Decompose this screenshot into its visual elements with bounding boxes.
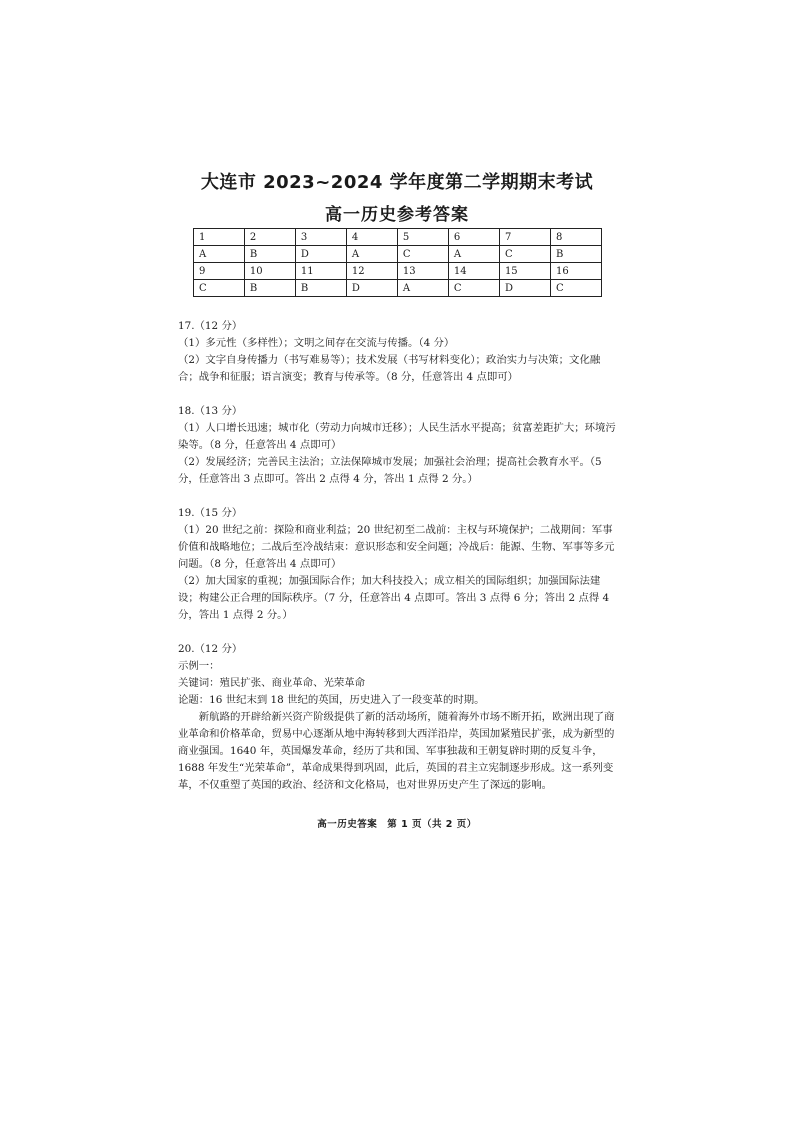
answer-table-cell: 10 bbox=[244, 263, 295, 280]
answer-table-cell: B bbox=[550, 246, 601, 263]
answer-table-cell: C bbox=[194, 280, 245, 297]
answer-table bbox=[193, 228, 602, 297]
answer-line: （1）多元性（多样性）；文明之间存在交流与传播。（4 分） bbox=[178, 337, 455, 349]
answer-table-cell: C bbox=[550, 280, 601, 297]
answer-table-cell: A bbox=[194, 246, 245, 263]
answer-table-cell: C bbox=[448, 280, 499, 297]
answer-table-row bbox=[194, 280, 602, 297]
section-heading: 19.（15 分） bbox=[178, 507, 243, 519]
section-heading: 20.（12 分） bbox=[178, 643, 243, 655]
answer-table-cell: 11 bbox=[295, 263, 346, 280]
answer-line: （2）加大国家的重视；加强国际合作；加大科技投入；成立相关的国际组织；加强国际法建设；构建公正合理的国际秩序。（7 分，任意答出 4 点即可。答出 3 点得 6 分；答出 2 点得 4 分，答出 1 点得 2 分。） bbox=[178, 575, 610, 621]
keywords-line: 关键词：殖民扩张、商业革命、光荣革命 bbox=[178, 677, 366, 689]
answer-table-cell: 9 bbox=[194, 263, 245, 280]
answer-table-cell: 6 bbox=[448, 229, 499, 246]
answer-table-row bbox=[194, 246, 602, 263]
answer-line: （1）20 世纪之前：探险和商业利益；20 世纪初至二战前：主权与环境保护；二战期间：军事价值和战略地位；二战后至冷战结束：意识形态和安全问题；冷战后：能源、生物、军事等多元问题。（8 分，任意答出 4 点即可） bbox=[178, 524, 615, 570]
section-18 bbox=[178, 403, 618, 488]
answer-table-cell: 15 bbox=[499, 263, 550, 280]
answer-body bbox=[178, 318, 618, 811]
page-footer: 高一历史答案 第 1 页（共 2 页） bbox=[317, 819, 477, 830]
answer-table-cell: B bbox=[244, 246, 295, 263]
answer-line: （2）文字自身传播力（书写难易等）；技术发展（书写材料变化）；政治实力与决策；文化融合；战争和征服；语言演变；教育与传承等。（8 分，任意答出 4 点即可） bbox=[178, 354, 601, 383]
answer-table-cell: C bbox=[397, 246, 448, 263]
section-20 bbox=[178, 641, 618, 794]
answer-table-cell: 12 bbox=[346, 263, 397, 280]
thesis-line: 论题：16 世纪末到 18 世纪的英国，历史进入了一段变革的时期。 bbox=[178, 694, 485, 706]
answer-line: （1）人口增长迅速；城市化（劳动力向城市迁移）；人民生活水平提高；贫富差距扩大；环境污染等。（8 分，任意答出 4 点即可） bbox=[178, 422, 616, 451]
essay-paragraph: 新航路的开辟给新兴资产阶级提供了新的活动场所，随着海外市场不断开拓，欧洲出现了商业革命和价格革命，贸易中心逐渐从地中海转移到大西洋沿岸，英国加紧殖民扩张，成为新型的商业强国。1640 年，英国爆发革命，经历了共和国、军事独裁和王朝复辟时期的反复斗争，1688 年发生“光荣革命”，革命成果得到巩固，此后，英国的君主立宪制逐步形成。这一系列变革，不仅重塑了英国的政治、经济和文化格局，也对世界历史产生了深远的影响。 bbox=[178, 711, 615, 791]
section-19 bbox=[178, 505, 618, 624]
answer-table-cell: 1 bbox=[194, 229, 245, 246]
answer-table-cell: B bbox=[295, 280, 346, 297]
answer-table-row bbox=[194, 263, 602, 280]
answer-key-subtitle: 高一历史参考答案 bbox=[325, 205, 469, 225]
answer-table-cell: B bbox=[244, 280, 295, 297]
answer-table-cell: A bbox=[448, 246, 499, 263]
answer-table-cell: D bbox=[295, 246, 346, 263]
answer-table-cell: D bbox=[346, 280, 397, 297]
section-17 bbox=[178, 318, 618, 386]
answer-table-cell: 16 bbox=[550, 263, 601, 280]
answer-table-cell: A bbox=[397, 280, 448, 297]
answer-table-cell: 14 bbox=[448, 263, 499, 280]
answer-table-cell: 13 bbox=[397, 263, 448, 280]
answer-table-cell: 7 bbox=[499, 229, 550, 246]
exam-title: 大连市 2023~2024 学年度第二学期期末考试 bbox=[200, 172, 594, 193]
answer-table-cell: 5 bbox=[397, 229, 448, 246]
answer-table-cell: C bbox=[499, 246, 550, 263]
answer-table-cell: 4 bbox=[346, 229, 397, 246]
answer-table-cell: 3 bbox=[295, 229, 346, 246]
answer-table-cell: A bbox=[346, 246, 397, 263]
answer-table-row bbox=[194, 229, 602, 246]
section-heading: 17.（12 分） bbox=[178, 320, 243, 332]
answer-table-cell: 2 bbox=[244, 229, 295, 246]
example-label: 示例一： bbox=[178, 660, 220, 672]
answer-line: （2）发展经济；完善民主法治；立法保障城市发展；加强社会治理；提高社会教育水平。（5 分，任意答出 3 点即可。答出 2 点得 4 分，答出 1 点得 2 分。） bbox=[178, 456, 602, 485]
section-heading: 18.（13 分） bbox=[178, 405, 243, 417]
answer-table-cell: D bbox=[499, 280, 550, 297]
answer-table-cell: 8 bbox=[550, 229, 601, 246]
